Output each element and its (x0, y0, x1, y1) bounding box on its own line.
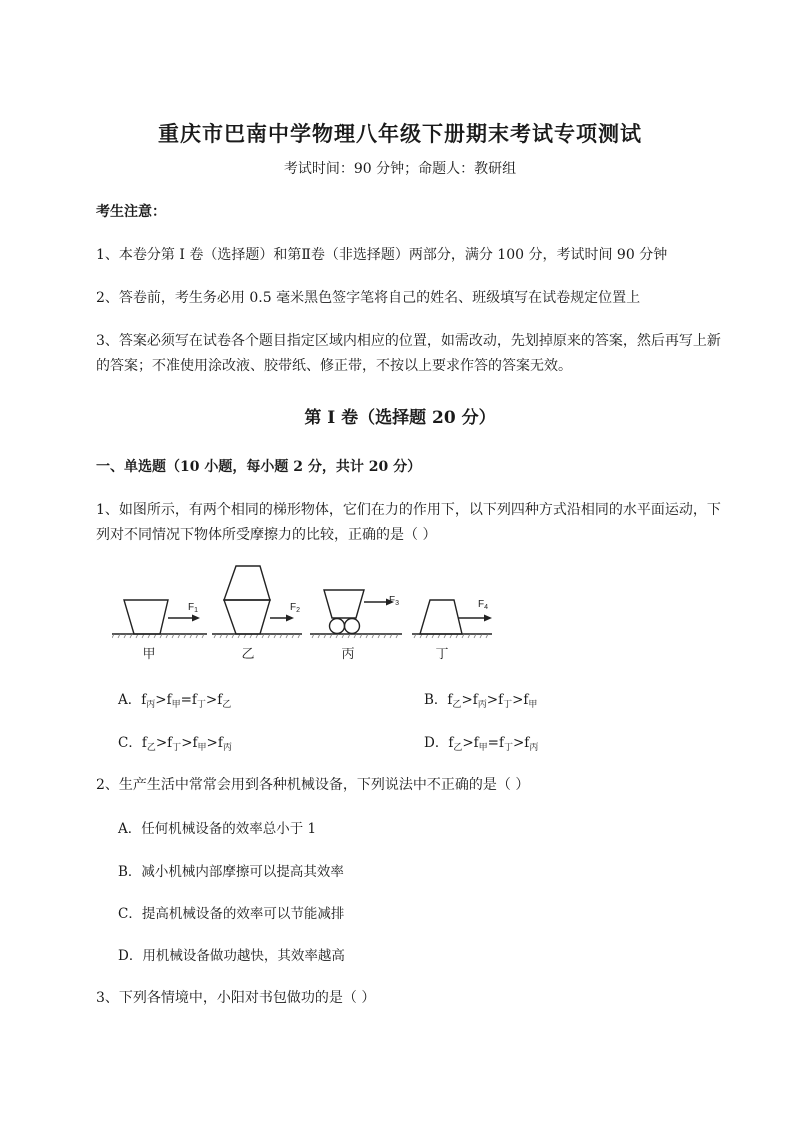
arrowhead (286, 615, 294, 622)
exam-subtitle: 考试时间：90 分钟；命题人：教研组 (283, 161, 517, 177)
notice-item-3-line-1: 3、答案必须写在试卷各个题目指定区域内相应的位置，如需改动，先划掉原来的答案，然后再写上新 (96, 333, 721, 349)
question-2-option-b[interactable]: B．减小机械内部摩擦可以提高其效率 (118, 864, 344, 880)
svg-text:F2 (290, 602, 300, 614)
svg-text:F3 (389, 595, 399, 607)
trapezoid-yi-top (224, 566, 270, 600)
question-1-option-a[interactable]: A．$f_丙>f_甲=f_丁>f_乙$ (118, 692, 232, 710)
notice-item-2: 2、答卷前，考生务必用 0.5 毫米黑色签字笔将自己的姓名、班级填写在试卷规定位置上 (96, 290, 641, 306)
question-1-stem-line-2: 列对不同情况下物体所受摩擦力的比较，正确的是（ ） (96, 527, 437, 543)
question-2-option-d[interactable]: D．用机械设备做功越快，其效率越高 (118, 948, 345, 964)
question-type-heading: 一、单选题（10 小题，每小题 2 分，共计 20 分） (96, 459, 422, 475)
exam-title: 重庆市巴南中学物理八年级下册期末考试专项测试 (158, 121, 642, 146)
question-1-stem-line-1: 1、如图所示，有两个相同的梯形物体，它们在力的作用下，以下列四种方式沿相同的水平面运动，下 (96, 502, 721, 518)
svg-text:F4 (478, 599, 488, 611)
question-3-stem: 3、下列各情境中，小阳对书包做功的是（ ） (96, 990, 376, 1006)
figure-label-jia: 甲 (142, 647, 156, 662)
force-label-4: F (478, 599, 485, 610)
figure-label-bing: 丙 (341, 647, 355, 662)
question-2-option-c[interactable]: C．提高机械设备的效率可以节能减排 (118, 906, 345, 922)
notice-heading: 考生注意： (96, 204, 166, 220)
svg-text:F1 (188, 602, 198, 614)
force-label-3: F (389, 595, 396, 606)
question-1-option-b[interactable]: B．$f_乙>f_丙>f_丁>f_甲$ (424, 692, 538, 710)
roller-right (345, 619, 360, 634)
figure-label-yi: 乙 (241, 647, 255, 662)
question-2-option-a[interactable]: A．任何机械设备的效率总小于 1 (118, 821, 317, 837)
force-label-1-sub: 1 (194, 607, 199, 614)
roller-left (330, 619, 345, 634)
notice-item-3-line-2: 的答案；不准使用涂改液、胶带纸、修正带，不按以上要求作答的答案无效。 (96, 358, 572, 374)
force-label-2-sub: 2 (296, 607, 301, 614)
trapezoid-yi-bottom (224, 600, 270, 634)
trapezoid-jia (124, 600, 168, 634)
force-label-1: F (188, 602, 195, 613)
force-label-2: F (290, 602, 297, 613)
question-1-option-d[interactable]: D．$f_乙>f_甲=f_丁>f_丙$ (424, 735, 539, 753)
figure-label-ding: 丁 (435, 647, 449, 662)
force-label-3-sub: 3 (395, 600, 400, 607)
trapezoid-ding (420, 600, 462, 634)
section-title: 第 I 卷（选择题 20 分） (304, 408, 496, 428)
trapezoid-bing (324, 590, 364, 618)
force-label-4-sub: 4 (484, 604, 489, 611)
question-2-stem: 2、生产生活中常常会用到各种机械设备，下列说法中不正确的是（ ） (96, 777, 530, 793)
arrowhead (192, 615, 200, 622)
arrowhead (484, 615, 492, 622)
notice-item-1: 1、本卷分第 I 卷（选择题）和第Ⅱ卷（非选择题）两部分，满分 100 分，考试时间 90 分钟 (96, 247, 668, 263)
question-1-option-c[interactable]: C．$f_乙>f_丁>f_甲>f_丙$ (118, 735, 232, 753)
question-1-figure (112, 556, 497, 671)
